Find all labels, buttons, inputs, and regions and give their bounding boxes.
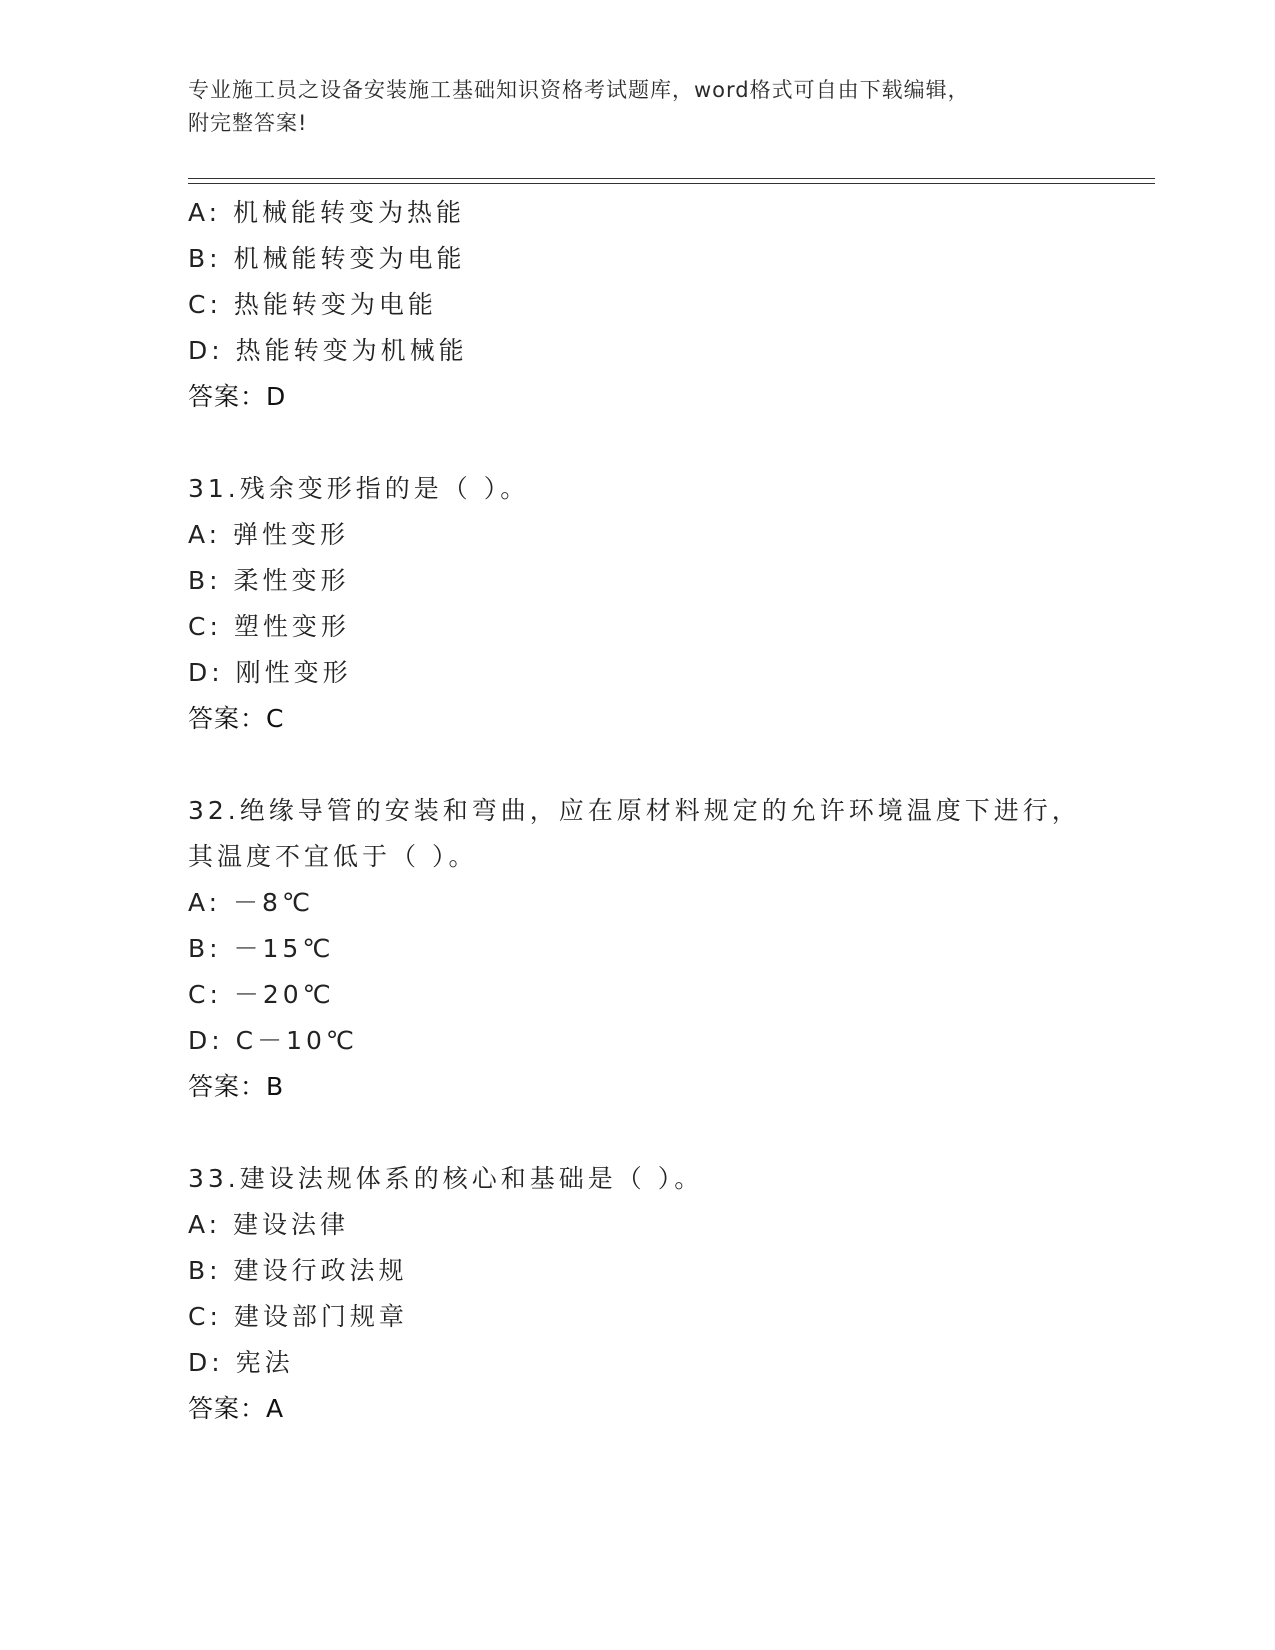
option-d: D: 热能转变为机械能 <box>188 336 468 365</box>
option-b: B: 柔性变形 <box>188 566 350 595</box>
option-d: D: 宪法 <box>188 1348 294 1377</box>
question-block-30 <box>188 190 1148 420</box>
option-c: C: 热能转变为电能 <box>188 290 437 319</box>
answer-line: 答案：D <box>188 382 287 411</box>
option-a: A: 建设法律 <box>188 1210 350 1239</box>
option-c: C: 塑性变形 <box>188 612 350 641</box>
question-block-31 <box>188 466 1148 742</box>
option-a: A: －8℃ <box>188 888 315 917</box>
option-a: A: 机械能转变为热能 <box>188 198 466 227</box>
option-b: B: －15℃ <box>188 934 335 963</box>
question-block-33 <box>188 1156 1148 1432</box>
question-text: 32.绝缘导管的安装和弯曲，应在原材料规定的允许环境温度下进行，其温度不宜低于（ ）。 <box>188 796 1081 871</box>
document-header <box>188 74 1068 140</box>
option-a: A: 弹性变形 <box>188 520 350 549</box>
header-title-line-1: 专业施工员之设备安装施工基础知识资格考试题库，word格式可自由下载编辑， <box>188 78 970 102</box>
answer-line: 答案：B <box>188 1072 285 1101</box>
option-d: D: 刚性变形 <box>188 658 352 687</box>
answer-line: 答案：C <box>188 704 285 733</box>
question-block-32 <box>188 788 1148 1110</box>
option-c: C: －20℃ <box>188 980 335 1009</box>
answer-line: 答案：A <box>188 1394 285 1423</box>
option-c: C: 建设部门规章 <box>188 1302 408 1331</box>
question-list <box>188 190 1148 1432</box>
header-title-line-2: 附完整答案! <box>188 111 308 135</box>
question-text: 33.建设法规体系的核心和基础是（ ）。 <box>188 1164 704 1193</box>
option-b: B: 建设行政法规 <box>188 1256 408 1285</box>
spacer <box>188 1110 1148 1156</box>
option-b: B: 机械能转变为电能 <box>188 244 466 273</box>
spacer <box>188 742 1148 788</box>
header-divider-bottom <box>188 183 1155 184</box>
question-text: 31.残余变形指的是（ ）。 <box>188 474 530 503</box>
option-d: D: C－10℃ <box>188 1026 358 1055</box>
header-divider-top <box>188 178 1155 179</box>
spacer <box>188 420 1148 466</box>
